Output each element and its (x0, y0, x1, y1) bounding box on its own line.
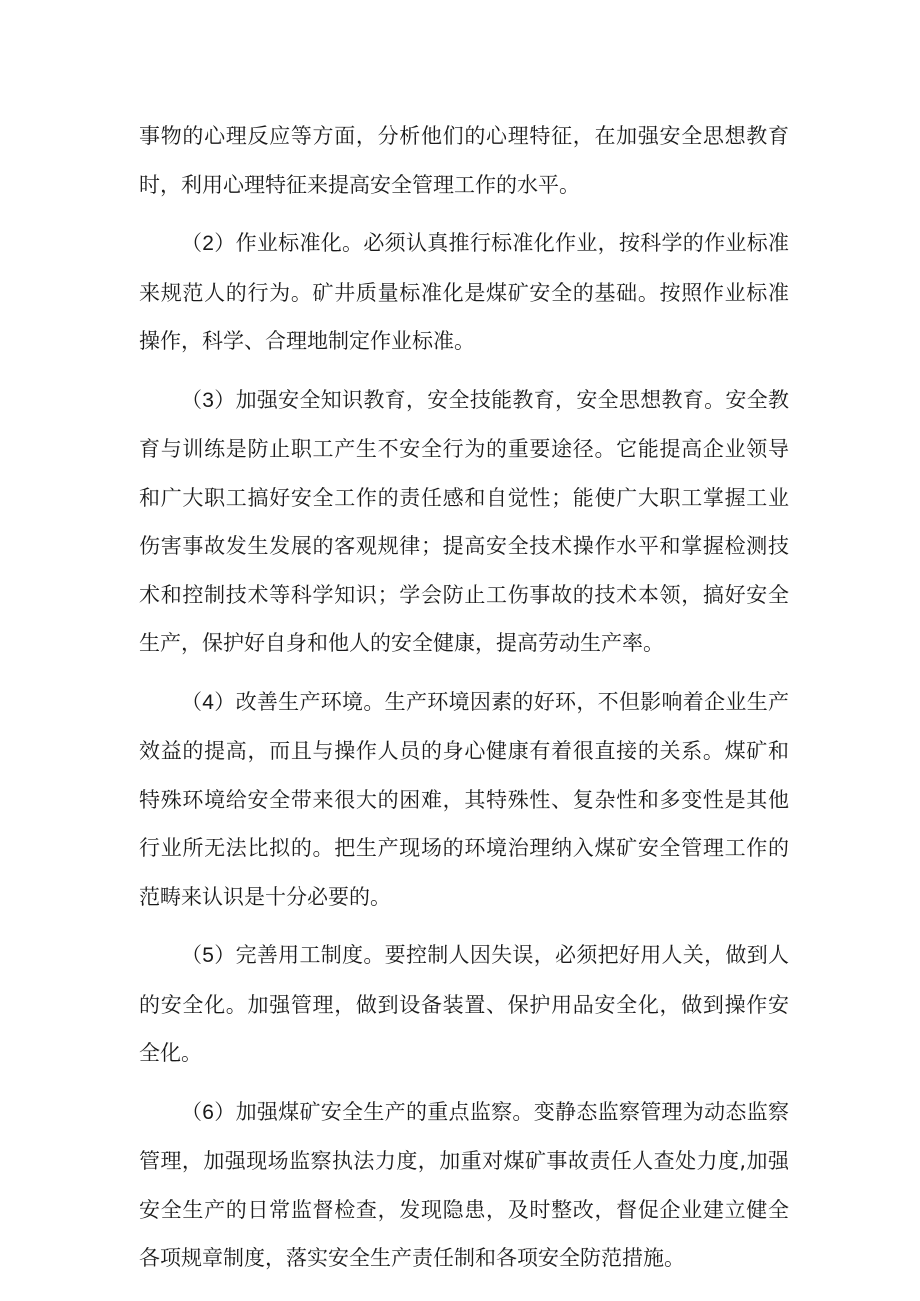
paragraph-text: 作业标准化。必须认真推行标准化作业，按科学的作业标准来规范人的行为。矿井质量标准化是煤矿安全的基础。按照作业标准操作，科学、合理地制定作业标准。 (139, 231, 789, 353)
paragraph-number: （4） (181, 690, 236, 714)
paragraph-number: （3） (181, 388, 236, 412)
paragraph-item-6 (139, 1088, 789, 1283)
paragraph-continuation (139, 112, 789, 209)
document-body (139, 112, 789, 1293)
paragraph-item-4 (139, 678, 789, 922)
paragraph-number: （6） (181, 1100, 236, 1124)
paragraph-item-2 (139, 219, 789, 366)
paragraph-number: （2） (181, 232, 236, 255)
paragraph-item-3 (139, 376, 789, 668)
paragraph-text: 改善生产环境。生产环境因素的好环，不但影响着企业生产效益的提高，而且与操作人员的身心健康有着很直接的关系。煤矿和特殊环境给安全带来很大的困难，其特殊性、复杂性和多变性是其他行业所无法比拟的。把生产现场的环境治理纳入煤矿安全管理工作的范畴来认识是十分必要的。 (139, 689, 789, 909)
paragraph-text: 完善用工制度。要控制人因失误，必须把好用人关，做到人的安全化。加强管理，做到设备装置、保护用品安全化，做到操作安全化。 (139, 943, 789, 1065)
paragraph-item-5 (139, 931, 789, 1078)
paragraph-text: 加强煤矿安全生产的重点监察。变静态监察管理为动态监察管理，加强现场监察执法力度，加重对煤矿事故责任人查处力度,加强安全生产的日常监督检查，发现隐患，及时整改，督促企业建立健全各项规章制度，落实安全生产责任制和各项安全防范措施。 (139, 1099, 789, 1270)
paragraph-number: （5） (181, 944, 236, 967)
paragraph-text: 加强安全知识教育，安全技能教育，安全思想教育。安全教育与训练是防止职工产生不安全行为的重要途径。它能提高企业领导和广大职工搞好安全工作的责任感和自觉性；能使广大职工掌握工业伤害事故发生发展的客观规律；提高安全技术操作水平和掌握检测技术和控制技术等科学知识；学会防止工伤事故的技术本领，搞好安全生产，保护好自身和他人的安全健康，提高劳动生产率。 (139, 387, 789, 655)
paragraph-text: 事物的心理反应等方面，分析他们的心理特征，在加强安全思想教育时，利用心理特征来提高安全管理工作的水平。 (139, 124, 789, 197)
